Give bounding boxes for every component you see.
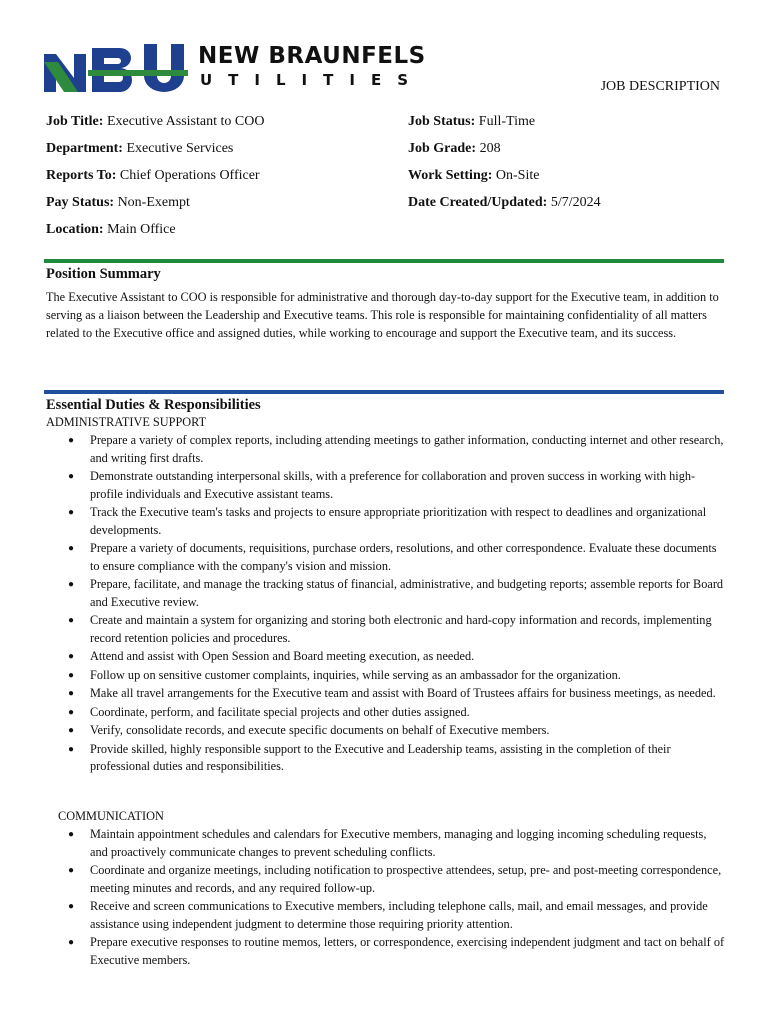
info-cell <box>408 195 601 211</box>
duty-list-item <box>46 722 726 740</box>
duty-text: Receive and screen communications to Executive members, including telephone calls, mail, and email messages, and provide assistance using independent judgment to determine those requiring priority attention. <box>90 899 708 931</box>
info-value: 208 <box>479 141 501 156</box>
duty-list-item <box>46 648 726 666</box>
essential-duties-title: Essential Duties & Responsibilities <box>46 397 261 413</box>
duty-list-item <box>46 934 726 969</box>
duty-text: Track the Executive team's tasks and projects to ensure appropriate prioritization with respect to deadlines and organizational developments. <box>90 505 707 537</box>
duty-text: Prepare a variety of documents, requisitions, purchase orders, resolutions, and other correspondence. Evaluate these documents to ensure compliance with the company's vision and mission. <box>90 541 717 573</box>
communication-duties-list <box>46 826 726 970</box>
bullet-icon: ● <box>68 615 75 626</box>
duty-list-item <box>46 898 726 933</box>
nbu-logo <box>44 43 426 96</box>
info-label: Date Created/Updated: <box>408 195 548 210</box>
info-value: Non-Exempt <box>117 195 190 210</box>
duty-list-item <box>46 576 726 611</box>
info-cell <box>46 114 264 130</box>
info-cell <box>46 141 233 157</box>
info-row <box>46 195 726 222</box>
info-value: Chief Operations Officer <box>119 168 260 183</box>
info-row <box>46 141 726 168</box>
info-value: Executive Services <box>126 141 234 156</box>
duty-text: Provide skilled, highly responsible support to the Executive and Leadership teams, assisting in the completion of their professional duties and responsibilities. <box>90 741 671 773</box>
duty-list-item <box>46 667 726 685</box>
duty-list-item <box>46 741 726 776</box>
info-row <box>46 114 726 141</box>
bullet-icon: ● <box>68 865 75 876</box>
info-cell <box>46 168 260 184</box>
info-row <box>46 222 726 249</box>
duty-list-item <box>46 612 726 647</box>
bullet-icon: ● <box>68 669 75 681</box>
info-label: Job Grade: <box>408 141 477 156</box>
duty-list-item <box>46 826 726 861</box>
info-value: On-Site <box>495 168 540 183</box>
bullet-icon: ● <box>68 651 75 662</box>
position-summary-text: The Executive Assistant to COO is responsible for administrative and thorough day-to-day support for the Executive team, in addition to serving as a liaison between the Leadership and Executive teams. This role is responsible for maintaining confidentiality of all matters related to the Executive office and assigned duties, while working to encourage and support the Executive team, and its success. <box>46 290 719 340</box>
duty-text: Attend and assist with Open Session and Board meeting execution, as needed. <box>90 649 475 663</box>
position-summary-title: Position Summary <box>46 266 161 282</box>
duty-text: Prepare, facilitate, and manage the tracking status of financial, administrative, and budgeting reports; assemble reports for Board and Executive review. <box>90 577 724 609</box>
duty-list-item <box>46 432 726 467</box>
duty-list-item <box>46 468 726 503</box>
info-label: Job Title: <box>46 114 104 129</box>
info-label: Work Setting: <box>408 168 493 183</box>
info-label: Location: <box>46 222 104 237</box>
bullet-icon: ● <box>68 579 75 590</box>
bullet-icon: ● <box>68 435 75 446</box>
duty-text: Demonstrate outstanding interpersonal skills, with a preference for collaboration and proven success in working with high-profile individuals and Executive assistant teams. <box>90 469 696 501</box>
bullet-icon: ● <box>68 507 75 518</box>
info-value: Main Office <box>107 222 176 237</box>
nbu-logo-mark-icon <box>44 44 194 92</box>
admin-duties-list <box>46 432 726 777</box>
communication-heading: COMMUNICATION <box>58 809 164 823</box>
logo-name-text: NEW BRAUNFELS <box>198 43 426 69</box>
info-label: Pay Status: <box>46 195 115 210</box>
info-cell <box>408 114 535 130</box>
bullet-icon: ● <box>68 543 75 554</box>
info-cell <box>408 168 539 184</box>
duty-list-item <box>46 862 726 897</box>
duty-text: Prepare a variety of complex reports, including attending meetings to gather information, conducting internet and other research, and writing first drafts. <box>90 433 724 465</box>
duty-text: Coordinate and organize meetings, including notification to prospective attendees, setup, pre- and post-meeting correspondence, meeting minutes and records, and any required follow-up. <box>90 863 722 895</box>
bullet-icon: ● <box>68 829 75 840</box>
duty-text: Make all travel arrangements for the Executive team and assist with Board of Trustees affairs for business meetings, as needed. <box>90 686 716 700</box>
bullet-icon: ● <box>68 743 75 755</box>
duty-text: Coordinate, perform, and facilitate special projects and other duties assigned. <box>90 704 470 719</box>
job-info-grid <box>46 114 726 249</box>
bullet-icon: ● <box>68 471 75 482</box>
duty-list-item <box>46 685 726 703</box>
duty-text: Maintain appointment schedules and calendars for Executive members, managing and logging incoming scheduling requests, and proactively communicate changes to prevent scheduling conflicts. <box>90 827 707 859</box>
document-type-label: JOB DESCRIPTION <box>600 79 720 94</box>
info-value: Executive Assistant to COO <box>106 114 265 129</box>
info-row <box>46 168 726 195</box>
info-cell <box>408 141 501 157</box>
section-divider-blue <box>44 390 724 394</box>
section-divider-green <box>44 259 724 263</box>
info-cell <box>46 195 190 211</box>
bullet-icon: ● <box>68 706 75 718</box>
admin-support-heading: ADMINISTRATIVE SUPPORT <box>46 415 207 429</box>
info-value: 5/7/2024 <box>550 195 601 210</box>
duty-text: Verify, consolidate records, and execute specific documents on behalf of Executive members. <box>90 723 550 737</box>
duty-text: Create and maintain a system for organizing and storing both electronic and hard-copy information and records, implementing record retention policies and procedures. <box>90 613 712 645</box>
duty-list-item <box>46 540 726 575</box>
info-label: Reports To: <box>46 168 117 183</box>
duty-text: Follow up on sensitive customer complaints, inquiries, while serving as an ambassador for the organization. <box>90 667 621 682</box>
duty-list-item <box>46 504 726 539</box>
duty-text: Prepare executive responses to routine memos, letters, or correspondence, exercising independent judgment and tact on behalf of Executive members. <box>90 935 725 967</box>
bullet-icon: ● <box>68 725 75 736</box>
duty-list-item <box>46 704 726 722</box>
info-label: Department: <box>46 141 123 156</box>
bullet-icon: ● <box>68 688 75 699</box>
bullet-icon: ● <box>68 901 75 912</box>
bullet-icon: ● <box>68 937 75 948</box>
info-value: Full-Time <box>478 114 536 129</box>
info-cell <box>46 222 176 238</box>
info-label: Job Status: <box>408 114 476 129</box>
logo-sub-text: UTILITIES <box>200 71 424 89</box>
